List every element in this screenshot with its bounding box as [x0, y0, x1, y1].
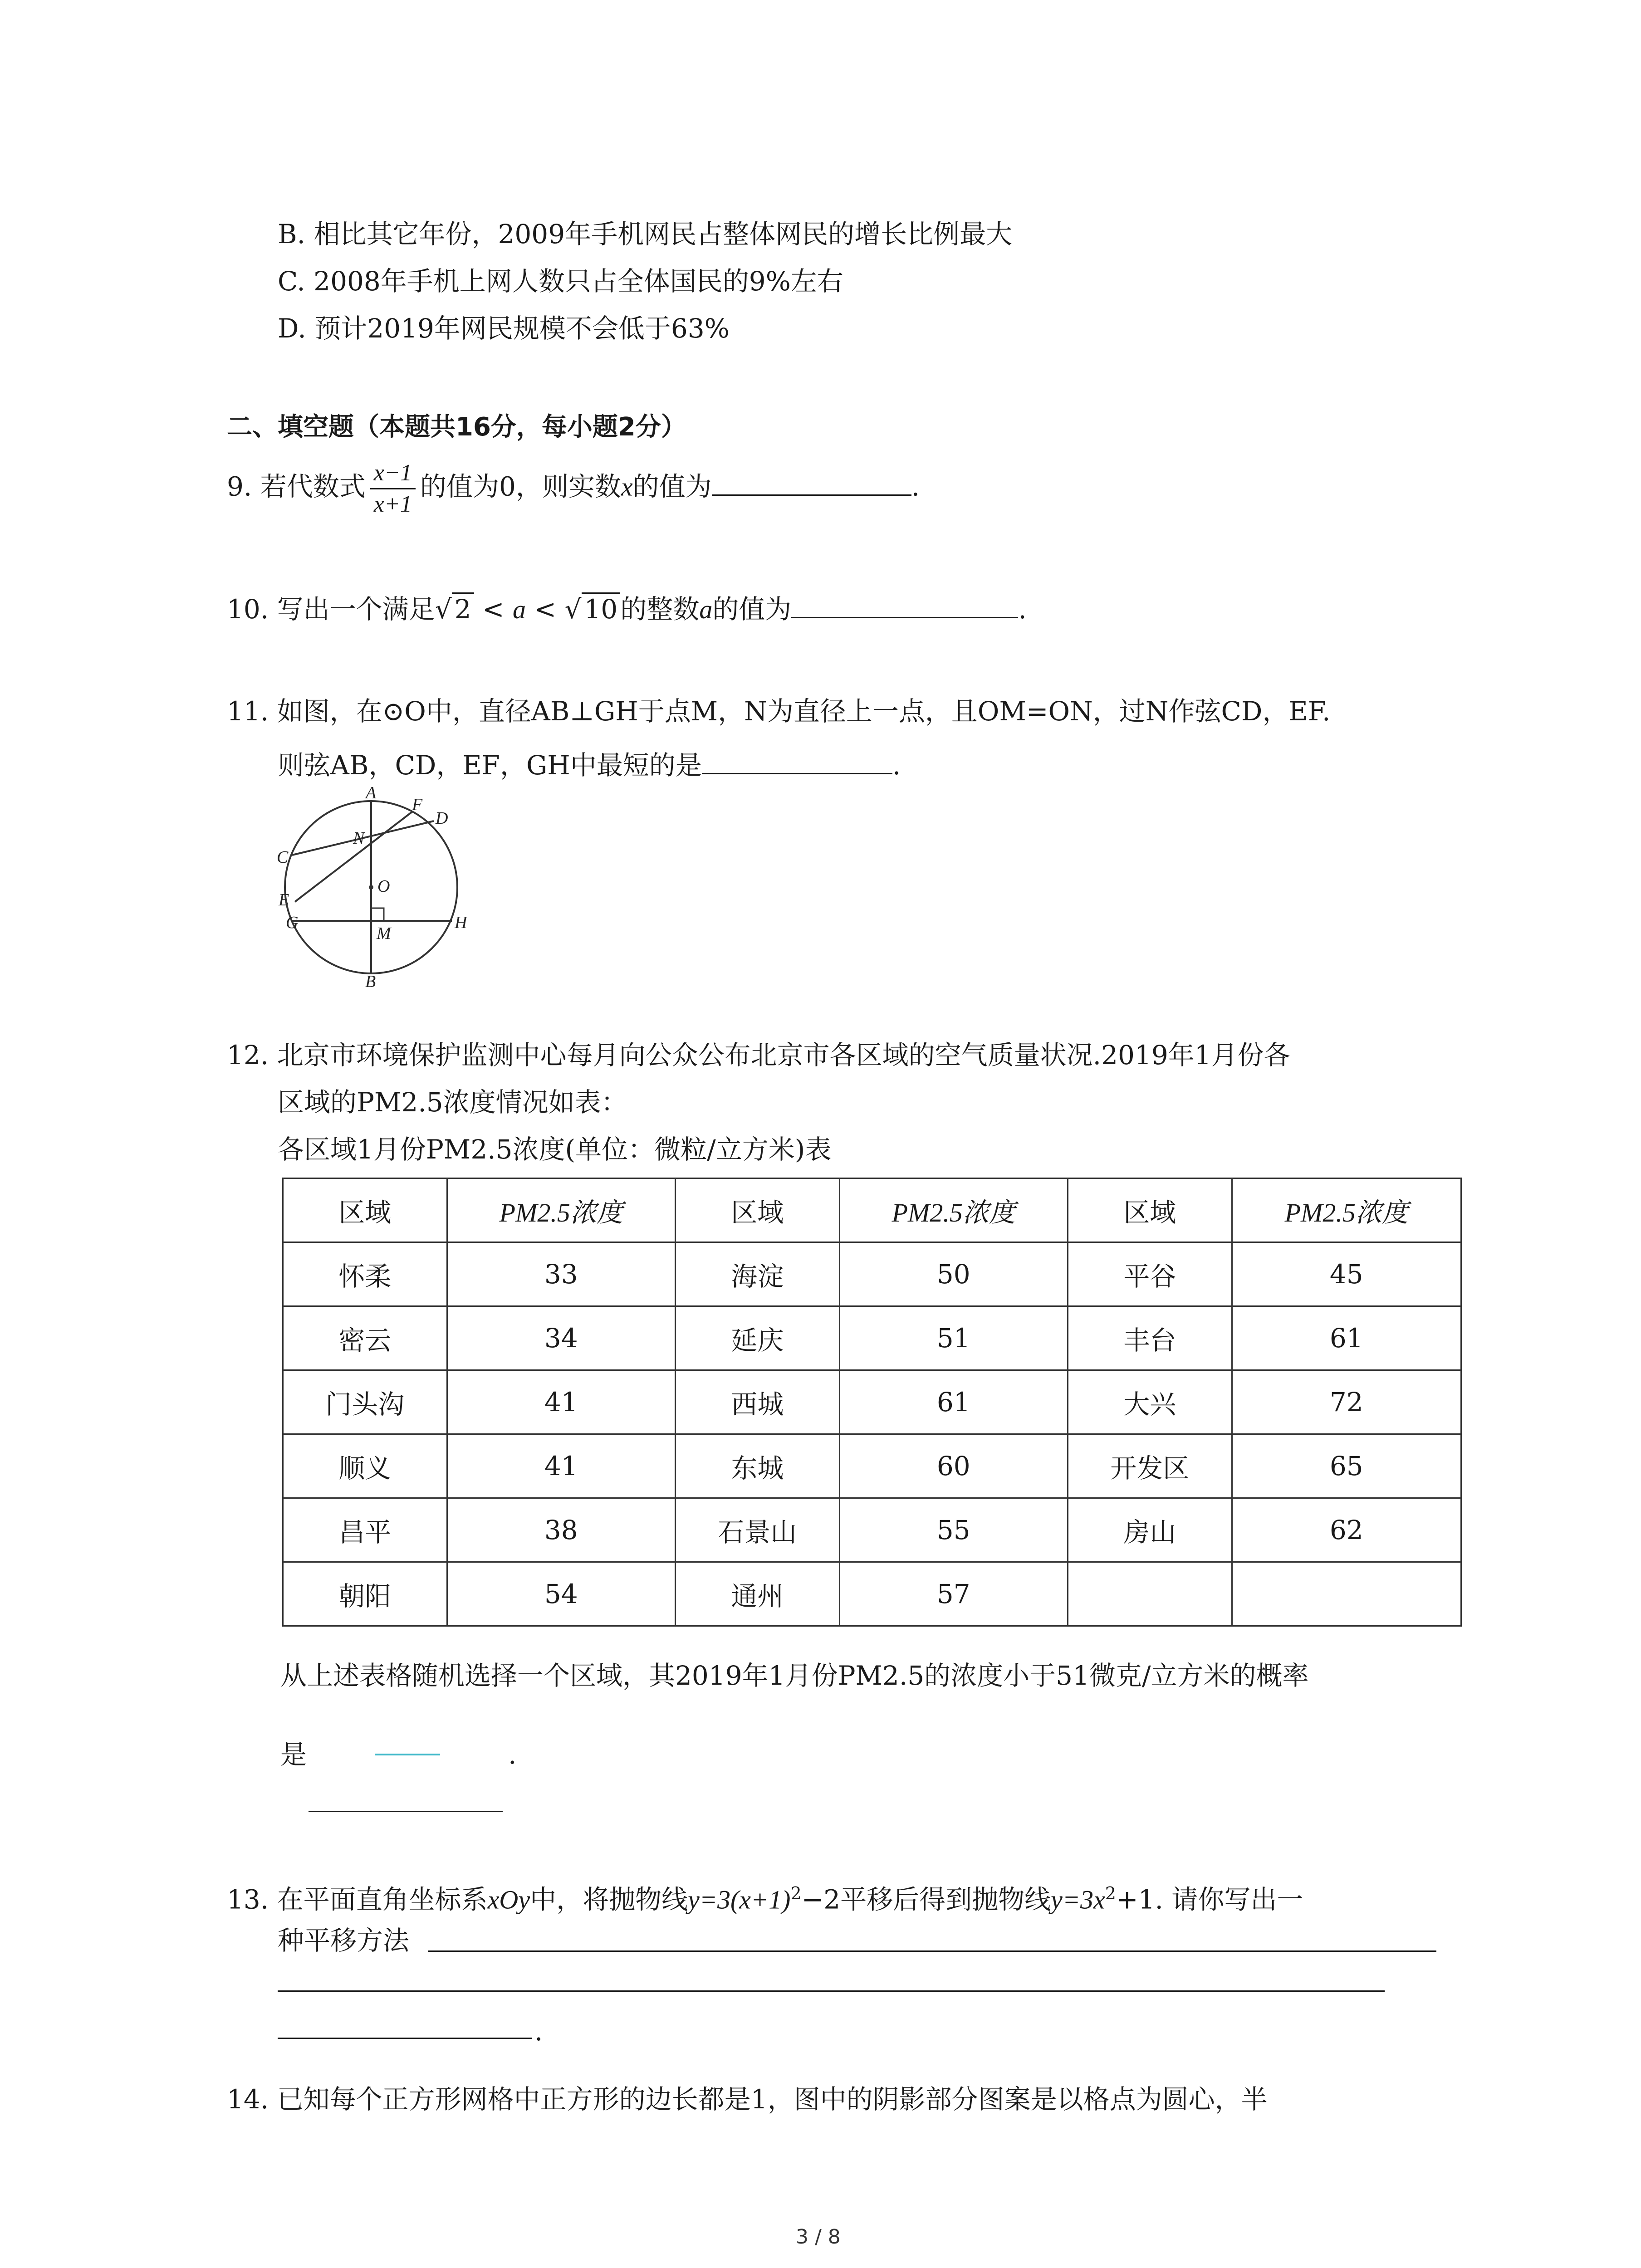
table-cell: 丰台 [1068, 1306, 1232, 1370]
q13-eq1: y=3(x+1) [688, 1885, 791, 1915]
label-c: C [277, 848, 289, 867]
q11-line2-text: 则弦AB，CD，EF，GH中最短的是 [278, 750, 702, 781]
table-cell: 大兴 [1068, 1370, 1232, 1434]
q13-answer-blank-2[interactable] [278, 1990, 1385, 1992]
q12-line1: 12. 北京市环境保护监测中心每月向公众公布北京市各区域的空气质量状况.2019年1月份各 [227, 1040, 1290, 1070]
table-cell: 60 [839, 1434, 1068, 1498]
q11-answer-blank[interactable] [702, 746, 892, 774]
q13-xoy: xOy [487, 1885, 530, 1915]
q9-denominator: x+1 [373, 491, 412, 517]
q12-answer-blank[interactable] [309, 1811, 503, 1812]
table-cell: 62 [1232, 1498, 1461, 1562]
table-cell [1068, 1562, 1232, 1626]
table-cell: 41 [447, 1434, 675, 1498]
table-cell: 门头沟 [283, 1370, 447, 1434]
table-cell: 西城 [675, 1370, 839, 1434]
q9-prefix: 9. 若代数式 [227, 471, 366, 502]
section-title: 二、填空题（本题共16分，每小题2分） [227, 412, 686, 442]
table-cell [1232, 1562, 1461, 1626]
q12-answer-box[interactable] [375, 1754, 440, 1755]
label-h: H [455, 913, 467, 932]
q13-line2: 种平移方法 [278, 1925, 410, 1956]
q13-answer-blank-1[interactable] [428, 1950, 1436, 1952]
table-cell: 61 [839, 1370, 1068, 1434]
q13-eq2-sup: 2 [1105, 1883, 1116, 1903]
q10-mid: 的整数 [620, 594, 700, 625]
label-b: B [365, 972, 376, 989]
q9-mid: 的值为0，则实数 [420, 471, 621, 502]
q11-line1: 11. 如图，在⊙O中，直径AB⊥GH于点M，N为直径上一点，且OM=ON，过N作弦CD，EF. [227, 696, 1331, 727]
q10-sqrt-10: √ 10 [565, 591, 621, 627]
q10-end: . [1018, 594, 1027, 625]
q13-line1-b: 中，将抛物线 [530, 1884, 688, 1915]
table-header: 区域 [1068, 1178, 1232, 1242]
table-cell: 房山 [1068, 1498, 1232, 1562]
q12-table-caption: 各区域1月份PM2.5浓度(单位：微粒/立方米)表 [278, 1134, 832, 1165]
table-header: PM2.5浓度 [839, 1178, 1068, 1242]
table-cell: 海淀 [675, 1242, 839, 1306]
q9-end: . [911, 471, 920, 502]
table-cell: 平谷 [1068, 1242, 1232, 1306]
q14-line1: 14. 已知每个正方形网格中正方形的边长都是1，图中的阴影部分图案是以格点为圆心，半 [227, 2084, 1268, 2115]
q10-answer-blank[interactable] [791, 590, 1018, 618]
table-row [283, 1242, 1461, 1306]
table-header-row [283, 1178, 1461, 1242]
q10-sqrt-2: √ 2 [435, 591, 474, 627]
label-g: G [286, 913, 299, 932]
table-cell: 72 [1232, 1370, 1461, 1434]
table-cell: 东城 [675, 1434, 839, 1498]
q10-lt1: < [474, 594, 513, 625]
table-header: 区域 [283, 1178, 447, 1242]
label-a: A [366, 785, 377, 802]
q13-eq1-sup: 2 [790, 1883, 802, 1903]
q13-line1 [227, 1875, 1303, 1918]
table-cell: 41 [447, 1370, 675, 1434]
table-header: PM2.5浓度 [447, 1178, 675, 1242]
table-cell: 34 [447, 1306, 675, 1370]
q13-eq2: y=3x [1051, 1885, 1105, 1915]
label-f: F [412, 795, 423, 814]
q12-line2: 区域的PM2.5浓度情况如表： [278, 1087, 627, 1118]
table-cell: 38 [447, 1498, 675, 1562]
table-cell: 开发区 [1068, 1434, 1232, 1498]
table-header: 区域 [675, 1178, 839, 1242]
table-row [283, 1370, 1461, 1434]
q10-var: a [513, 595, 526, 624]
label-d: D [436, 809, 448, 828]
table-cell: 朝阳 [283, 1562, 447, 1626]
label-m: M [377, 924, 391, 943]
table-cell: 55 [839, 1498, 1068, 1562]
q9-numerator: x−1 [370, 458, 416, 489]
q13-answer-blank-3[interactable] [278, 2038, 532, 2039]
table-cell: 50 [839, 1242, 1068, 1306]
table-cell: 石景山 [675, 1498, 839, 1562]
table-cell: 昌平 [283, 1498, 447, 1562]
page-number: 3 / 8 [796, 2225, 841, 2248]
q9-suffix: 的值为 [632, 471, 712, 502]
table-cell: 密云 [283, 1306, 447, 1370]
table-row [283, 1434, 1461, 1498]
q11-line2 [278, 746, 901, 783]
table-cell: 延庆 [675, 1306, 839, 1370]
pm25-table [282, 1178, 1462, 1627]
q9-answer-blank[interactable] [712, 467, 911, 496]
table-cell: 51 [839, 1306, 1068, 1370]
q10-prefix: 10. 写出一个满足 [227, 594, 435, 625]
q10-suffix: 的值为 [712, 594, 792, 625]
q12-end: . [508, 1739, 517, 1770]
q13-eq1-tail: −2平移后得到抛物线 [801, 1884, 1051, 1915]
table-header: PM2.5浓度 [1232, 1178, 1461, 1242]
q10-lt2: < [526, 594, 565, 625]
question-9 [227, 458, 920, 519]
label-o: O [377, 877, 390, 896]
table-cell: 65 [1232, 1434, 1461, 1498]
table-cell: 45 [1232, 1242, 1461, 1306]
q11-end: . [892, 750, 901, 781]
label-n: N [353, 829, 365, 848]
chord-ef [295, 812, 412, 902]
table-cell: 33 [447, 1242, 675, 1306]
circle-figure [272, 785, 481, 989]
table-cell: 怀柔 [283, 1242, 447, 1306]
q10-var2: a [699, 595, 713, 624]
q13-eq2-tail: +1. 请你写出一 [1116, 1884, 1303, 1915]
question-10 [227, 590, 1027, 628]
option-d: D. 预计2019年网民规模不会低于63% [278, 313, 730, 344]
label-e: E [279, 890, 289, 909]
q12-after-line1: 从上述表格随机选择一个区域，其2019年1月份PM2.5的浓度小于51微克/立方米的概率 [280, 1660, 1309, 1691]
table-cell: 57 [839, 1562, 1068, 1626]
table-row [283, 1562, 1461, 1626]
q12-after-line2: 是 [280, 1739, 307, 1770]
option-c: C. 2008年手机上网人数只占全体国民的9%左右 [278, 266, 843, 297]
center-dot [369, 885, 373, 890]
q13-line1-a: 13. 在平面直角坐标系 [227, 1884, 488, 1915]
right-angle-mark [371, 908, 384, 921]
q9-fraction [370, 458, 416, 519]
table-row [283, 1498, 1461, 1562]
q13-end: . [534, 2016, 543, 2047]
table-cell: 54 [447, 1562, 675, 1626]
option-b: B. 相比其它年份，2009年手机网民占整体网民的增长比例最大 [278, 219, 1013, 249]
table-row [283, 1306, 1461, 1370]
table-cell: 顺义 [283, 1434, 447, 1498]
table-cell: 通州 [675, 1562, 839, 1626]
table-cell: 61 [1232, 1306, 1461, 1370]
q9-var: x [621, 472, 633, 502]
